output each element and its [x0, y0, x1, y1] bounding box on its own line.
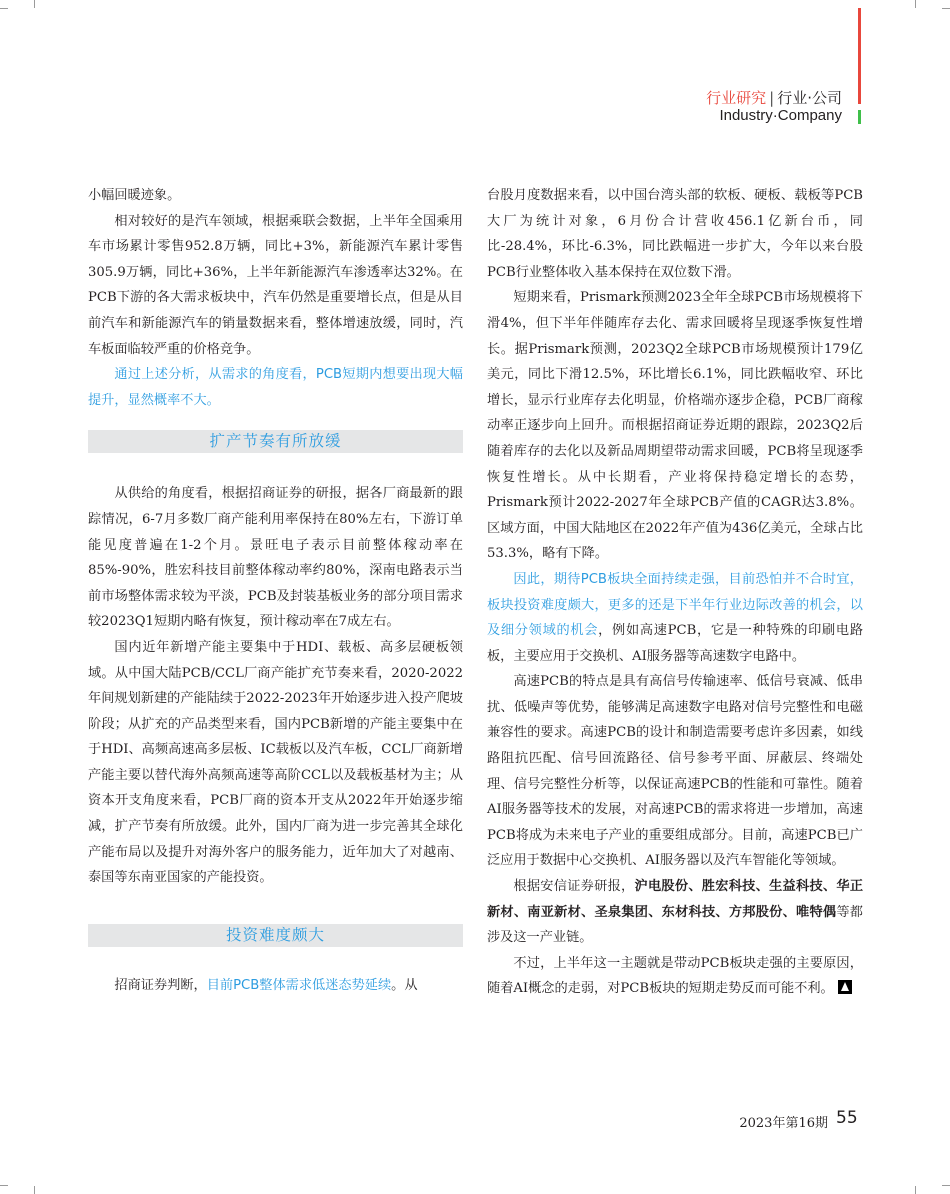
- section-header: [706, 87, 842, 108]
- paragraph: [88, 973, 463, 999]
- paragraph: 短期来看，Prismark预测2023全年全球PCB市场规模将下滑4%，但下半年伴随库存去化、需求回暖将呈现逐季恢复性增长。据Prismark预测，2023Q2全球PCB市场规模预计179亿美元，同比下滑12.5%，环比增长6.1%，同比跌幅收窄、环比增长，显示行业库存去化明显，价格端亦逐步企稳，PCB厂商稼动率正逐步向上回升。而根据招商证券近期的跟踪，2023Q2后随着库存的去化以及新品周期望带动需求回暖，PCB将呈现逐季恢复性增长。从中长期看，产业将保持稳定增长的态势，Prismark预计2022-2027年全球PCB产值的CAGR达3.8%。区域方面，中国大陆地区在2022年产值为436亿美元，全球占比53.3%，略有下降。: [487, 290, 863, 562]
- paragraph: [487, 951, 863, 1002]
- paragraph: 相对较好的是汽车领域，根据乘联会数据，上半年全国乘用车市场累计零售952.8万辆，同比+3%，新能源汽车累计零售305.9万辆，同比+36%，上半年新能源汽车渗透率达32%。在PCB下游的各大需求板块中，汽车仍然是重要增长点，但是从目前汽车和新能源汽车的销量数据来看，整体增速放缓，同时，汽车板面临较严重的价格竞争。: [88, 213, 463, 357]
- text-run: 不过，上半年这一主题就是带动PCB板块走强的主要原因，随着AI概念的走弱，对PCB板块的短期走势反而可能不利。: [487, 955, 863, 997]
- paragraph: 高速PCB的特点是具有高信号传输速率、低信号衰减、低串扰、低噪声等优势，能够满足高速数字电路对信号完整性和电磁兼容性的要求。高速PCB的设计和制造需要考虑许多因素，如线路阻抗匹配、信号回流路径、信号参考平面、屏蔽层、终端处理、信号完整性分析等，以保证高速PCB的性能和可靠性。随着AI服务器等技术的发展，对高速PCB的需求将进一步增加，高速PCB将成为未来电子产业的重要组成部分。目前，高速PCB已广泛应用于数据中心交换机、AI服务器以及汽车智能化等领域。: [487, 674, 863, 869]
- category-label: 行业·公司: [777, 89, 842, 107]
- crop-mark: [942, 8, 950, 9]
- highlight-text: 目前PCB整体需求低迷态势延续: [206, 977, 392, 993]
- paragraph: 从供给的角度看，根据招商证券的研报，据各厂商最新的跟踪情况，6-7月多数厂商产能利用率保持在80%左右，下游订单能见度普遍在1-2个月。景旺电子表示目前整体稼动率在85%-90%，胜宏科技目前整体稼动率约80%，深南电路表示当前市场整体需求较为平淡，PCB及封装基板业务的部分项目需求较2023Q1短期内略有恢复，预计稼动率在7成左右。: [88, 486, 463, 630]
- right-column: [487, 183, 863, 1002]
- paragraph: 台股月度数据来看，以中国台湾头部的软板、硬板、载板等PCB大厂为统计对象，6月份合计营收456.1亿新台币，同比-28.4%，环比-6.3%，同比跌幅进一步扩大，今年以来台股PCB行业整体收入基本保持在双位数下滑。: [487, 188, 863, 280]
- section-heading: 扩产节奏有所放缓: [88, 430, 463, 453]
- left-column: [88, 183, 463, 998]
- paragraph: [487, 567, 863, 669]
- highlight-text: 因此，期待PCB板块全面持续走强，目前恐怕并不合时宜，板块投资难度颇大，更多的还是下半年行业边际改善的机会，以及细分领域的机会: [487, 571, 863, 639]
- paragraph: 小幅回暖迹象。: [88, 188, 181, 203]
- crop-mark: [942, 1185, 950, 1186]
- crop-mark: [0, 1185, 8, 1186]
- page-number: 55: [836, 1108, 858, 1128]
- text-run: 。从: [391, 977, 418, 993]
- header-green-rule: [858, 110, 861, 124]
- section-label: 行业研究: [706, 89, 767, 107]
- section-english-label: Industry·Company: [719, 107, 842, 124]
- header-red-rule: [858, 8, 861, 104]
- issue-label: 2023年第16期: [739, 1116, 828, 1131]
- text-run: 等都涉及这一产业链。: [487, 904, 863, 946]
- crop-mark: [34, 0, 35, 8]
- header-separator: |: [769, 89, 775, 107]
- company-list: 沪电股份、胜宏科技、生益科技、华正新材、南亚新材、圣泉集团、东材科技、方邦股份、唯特偶: [487, 879, 864, 920]
- crop-mark: [915, 0, 916, 8]
- paragraph: 国内近年新增产能主要集中于HDI、载板、高多层硬板领域。从中国大陆PCB/CCL厂商产能扩充节奏来看，2020-2022年间规划新建的产能陆续于2022-2023年开始逐步进入投产爬坡阶段；从扩充的产品类型来看，国内PCB新增的产能主要集中在于HDI、高频高速高多层板、IC载板以及汽车板，CCL厂商新增产能主要以替代海外高频高速等高阶CCL以及载板基材为主；从资本开支角度来看，PCB厂商的资本开支从2022年开始逐步缩减，扩产节奏有所放缓。此外，国内厂商为进一步完善其全球化产能布局以及提升对海外客户的服务能力，近年加大了对越南、泰国等东南亚国家的产能投资。: [88, 639, 463, 886]
- crop-mark: [915, 1186, 916, 1194]
- highlight-paragraph: 通过上述分析，从需求的角度看，PCB短期内想要出现大幅提升，显然概率不大。: [88, 367, 463, 408]
- end-mark-icon: [838, 980, 852, 994]
- crop-mark: [34, 1186, 35, 1194]
- paragraph: [487, 874, 863, 951]
- section-heading: 投资难度颇大: [88, 924, 463, 947]
- text-run: 根据安信证券研报，: [513, 879, 635, 895]
- text-run: 招商证券判断，: [114, 977, 207, 993]
- crop-mark: [0, 8, 8, 9]
- text-run: ，例如高速PCB，它是一种特殊的印刷电路板，主要应用于交换机、AI服务器等高速数字电路中。: [487, 623, 864, 664]
